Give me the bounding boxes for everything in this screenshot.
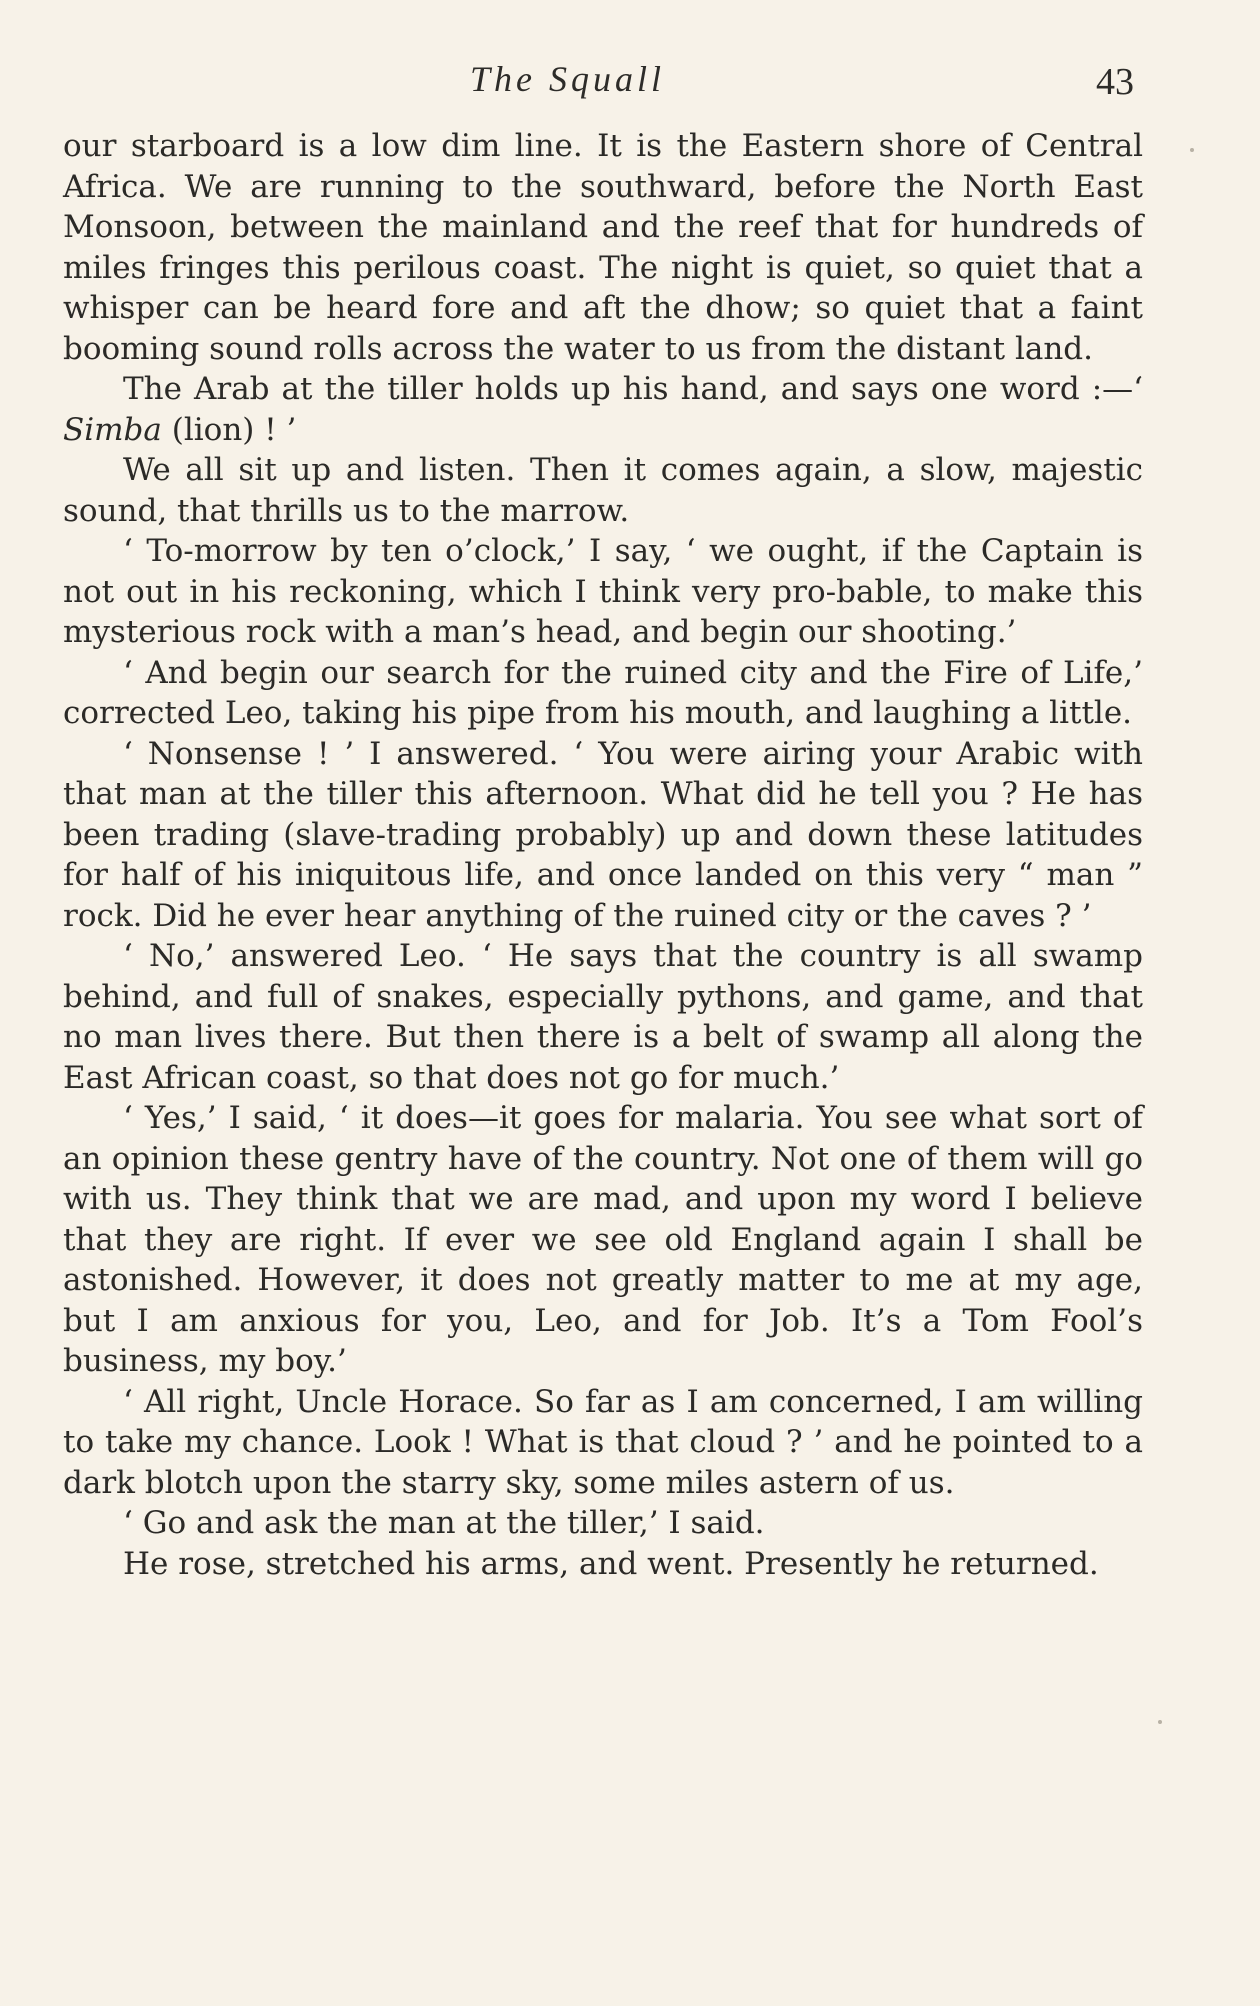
running-head xyxy=(0,52,1260,112)
running-title: The Squall xyxy=(470,59,666,99)
paragraph-3: We all sit up and listen. Then it comes again, a slow, majestic sound, that thrills us to the marrow. xyxy=(63,452,1143,529)
paragraph-7: ‘ No,’ answered Leo. ‘ He says that the country is all swamp behind, and full of snakes, especially pythons, and game, and that no man lives there. But then there is a belt of swamp all along the East African coast, so that does not go for much.’ xyxy=(63,938,1143,1096)
body-text xyxy=(63,126,1143,1584)
paragraph-8: ‘ Yes,’ I said, ‘ it does—it goes for malaria. You see what sort of an opinion these gentry have of the country. Not one of them will go with us. They think that we are mad, and upon my word I believe that they are right. If ever we see old England again I shall be astonished. However, it does not greatly matter to me at my age, but I am anxious for you, Leo, and for Job. It’s a Tom Fool’s business, my boy.’ xyxy=(63,1100,1143,1379)
paragraph-2-text-after: (lion) ! ’ xyxy=(161,411,297,448)
paragraph-1: our starboard is a low dim line. It is the Eastern shore of Central Africa. We are running to the southward, before the North East Monsoon, between the mainland and the reef that for hundreds of miles fringes this perilous coast. The night is quiet, so quiet that a whisper can be heard fore and aft the dhow; so quiet that a faint booming sound rolls across the water to us from the distant land. xyxy=(63,128,1143,367)
italic-word-simba: Simba xyxy=(63,411,162,448)
page-number: 43 xyxy=(1096,61,1134,103)
paragraph-2-text-before: The Arab at the tiller holds up his hand, and says one word :—‘ xyxy=(123,371,1143,407)
paragraph-4: ‘ To-morrow by ten o’clock,’ I say, ‘ we ought, if the Captain is not out in his reckoning, which I think very pro-bable, to make this mysterious rock with a man’s head, and begin our shooting.’ xyxy=(63,533,1143,650)
paragraph-5: ‘ And begin our search for the ruined city and the Fire of Life,’ corrected Leo, taking his pipe from his mouth, and laughing a little. xyxy=(63,654,1143,731)
paragraph-11: He rose, stretched his arms, and went. Presently he returned. xyxy=(123,1545,1099,1582)
paragraph-2 xyxy=(63,369,1143,450)
paragraph-10: ‘ Go and ask the man at the tiller,’ I said. xyxy=(123,1505,765,1541)
paragraph-9: ‘ All right, Uncle Horace. So far as I am concerned, I am willing to take my chance. Look ! What is that cloud ? ’ and he pointed to a dark blotch upon the starry sky, some miles astern of us. xyxy=(63,1383,1143,1501)
paper-speck xyxy=(1190,148,1194,152)
paper-speck xyxy=(1158,1720,1162,1724)
paragraph-6: ‘ Nonsense ! ’ I answered. ‘ You were airing your Arabic with that man at the tiller this afternoon. What did he tell you ? He has been trading (slave-trading probably) up and down these latitudes for half of his iniquitous life, and once landed on this very “ man ” rock. Did he ever hear anything of the ruined city or the caves ? ’ xyxy=(63,735,1143,934)
